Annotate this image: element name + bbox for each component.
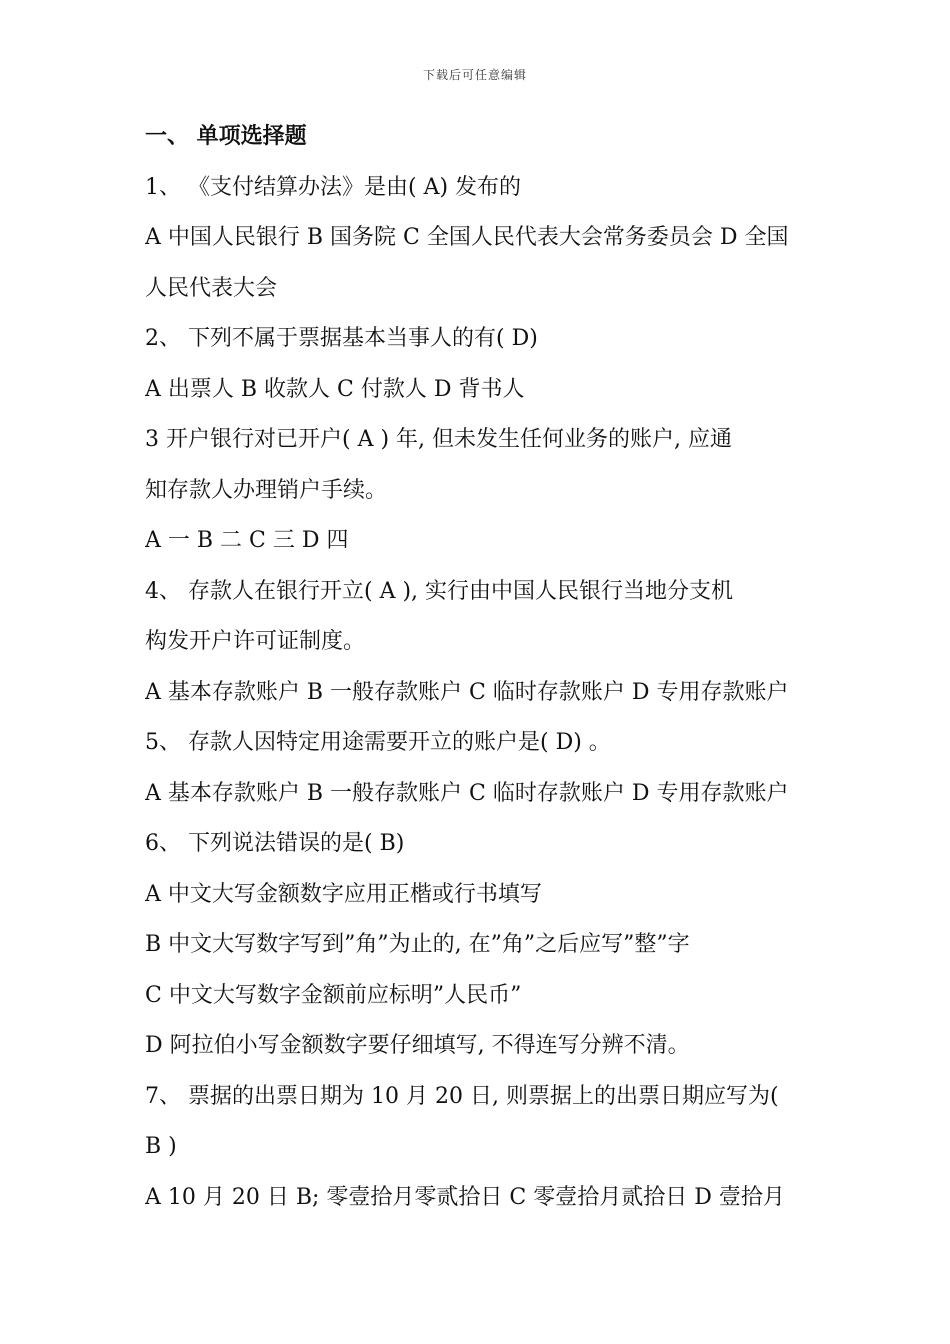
question-5-options: A 基本存款账户 B 一般存款账户 C 临时存款账户 D 专用存款账户 xyxy=(145,780,789,806)
question-1: 1、 《支付结算办法》是由( A) 发布的 xyxy=(145,174,522,200)
question-7-options: A 10 月 20 日 B; 零壹拾月零贰拾日 C 零壹拾月贰拾日 D 壹拾月 xyxy=(145,1184,785,1210)
question-4: 4、 存款人在银行开立( A ), 实行由中国人民银行当地分支机 xyxy=(145,578,734,604)
question-7-cont: B ) xyxy=(145,1134,177,1159)
question-6: 6、 下列说法错误的是( B) xyxy=(145,831,405,856)
header-note: 下载后可任意编辑 xyxy=(422,68,527,82)
question-2-options: A 出票人 B 收款人 C 付款人 D 背书人 xyxy=(145,376,525,402)
question-6-option-a: A 中文大写金额数字应用正楷或行书填写 xyxy=(145,881,542,907)
question-1-options: A 中国人民银行 B 国务院 C 全国人民代表大会常务委员会 D 全国 xyxy=(145,225,789,250)
question-3: 3 开户银行对已开户( A ) 年, 但未发生任何业务的账户, 应通 xyxy=(145,427,732,452)
question-5: 5、 存款人因特定用途需要开立的账户是( D) 。 xyxy=(145,730,611,755)
section-heading: 一、 单项选择题 xyxy=(145,124,307,149)
question-7: 7、 票据的出票日期为 10 月 20 日, 则票据上的出票日期应写为( xyxy=(145,1083,779,1109)
question-3-cont: 知存款人办理销户手续。 xyxy=(145,477,388,503)
question-6-option-d: D 阿拉伯小写金额数字要仔细填写, 不得连写分辨不清。 xyxy=(145,1033,690,1058)
question-1-options-cont: 人民代表大会 xyxy=(145,275,278,301)
question-4-cont: 构发开户许可证制度。 xyxy=(145,629,366,654)
question-6-option-c: C 中文大写数字金额前应标明”人民币” xyxy=(145,982,522,1008)
document-body xyxy=(145,112,815,1223)
question-4-options: A 基本存款账户 B 一般存款账户 C 临时存款账户 D 专用存款账户 xyxy=(145,679,789,705)
question-2: 2、 下列不属于票据基本当事人的有( D) xyxy=(145,326,538,351)
question-6-option-b: B 中文大写数字写到”角”为止的, 在”角”之后应写”整”字 xyxy=(145,932,690,957)
question-3-options: A 一 B 二 C 三 D 四 xyxy=(145,528,349,553)
